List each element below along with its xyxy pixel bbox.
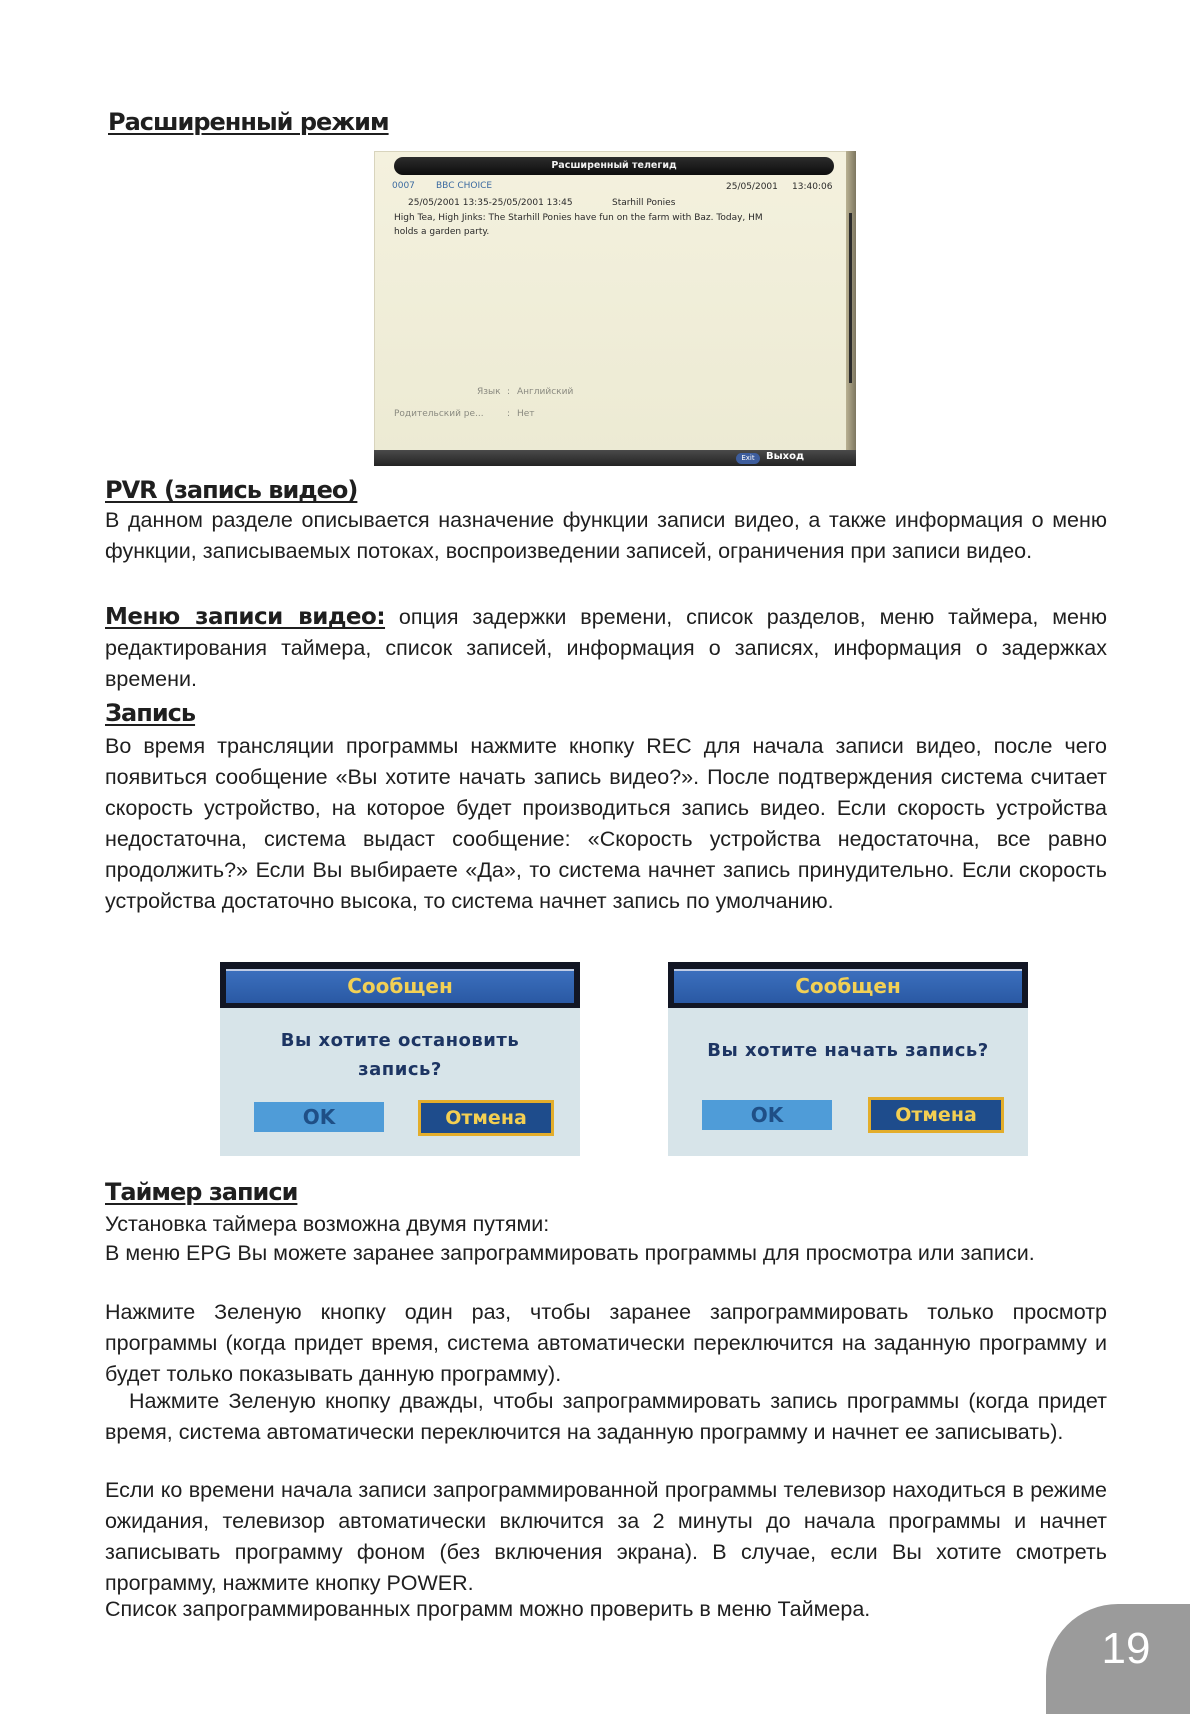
epg-language-value: Английский (517, 387, 574, 397)
section-heading-pvr: PVR (запись видео) (105, 476, 358, 504)
ok-button[interactable]: OK (702, 1100, 832, 1130)
dialog-title: Сообщен (674, 969, 1022, 1003)
epg-channel-name: BBC CHOICE (436, 181, 493, 191)
page-number: 19 (1101, 1624, 1151, 1673)
epg-parental-label: Родительский ре... (394, 409, 484, 419)
ok-button[interactable]: OK (254, 1102, 384, 1132)
timer-paragraph-2: В меню EPG Вы можете заранее запрограммировать программы для просмотра или записи. (105, 1241, 1035, 1265)
exit-button[interactable]: Exit (736, 453, 760, 464)
epg-description-line-1: High Tea, High Jinks: The Starhill Ponies have fun on the farm with Baz. Today, HM (394, 213, 763, 223)
recording-menu-paragraph (105, 602, 1107, 695)
start-recording-dialog (668, 962, 1028, 1156)
timer-paragraph-5: Если ко времени начала записи запрограммированной программы телевизор находиться в режиме ожидания, телевизор автоматически включится за 2 минуты до начала программы и начнет записывать программу фоном (без включения экрана). В случае, если Вы хотите смотреть программу, нажмите кнопку POWER. (105, 1478, 1107, 1595)
cancel-button[interactable]: Отмена (418, 1100, 554, 1136)
dialog-title: Сообщен (226, 969, 574, 1003)
recording-description: Во время трансляции программы нажмите кнопку REC для начала записи видео, после чего появиться сообщение «Вы хотите начать запись видео?». После подтверждения система считает скорость устройство, на которое будет производиться запись видео. Если скорость устройства недостаточна, система выдаст сообщение: «Скорость устройства недостаточна, все равно продолжить?» Если Вы выбираете «Да», то система начнет запись принудительно. Если скорость устройства достаточно высока, то система начнет запись по умолчанию. (105, 734, 1107, 913)
section-heading-recording: Запись (105, 699, 196, 727)
dialog-message-line-1: Вы хотите остановить (280, 1030, 520, 1051)
epg-language-label: Язык (477, 387, 501, 397)
epg-description-line-2: holds a garden party. (394, 227, 490, 237)
exit-label: Выход (766, 451, 805, 462)
timer-paragraph-4: Нажмите Зеленую кнопку дважды, чтобы запрограммировать запись программы (когда придет время, система автоматически переключится на заданную программу и начнет ее записывать). (105, 1389, 1107, 1444)
dialog-message-line-2: запись? (358, 1059, 442, 1080)
epg-channel-number: 0007 (392, 181, 415, 191)
section-heading-advanced-mode: Расширенный режим (108, 108, 389, 136)
dialog-title-bar (220, 962, 580, 1008)
recording-menu-text: опция задержки времени, список разделов, меню таймера, меню редактирования таймера, список записей, информация о записях, информация о задержках времени. (105, 605, 1107, 691)
pvr-description: В данном разделе описывается назначение функции записи видео, а также информация о меню функции, записываемых потоках, воспроизведении записей, ограничения при записи видео. (105, 508, 1107, 563)
epg-program-name: Starhill Ponies (612, 198, 676, 208)
epg-date: 25/05/2001 (726, 182, 778, 192)
epg-time: 13:40:06 (792, 182, 833, 192)
timer-paragraph-3: Нажмите Зеленую кнопку один раз, чтобы заранее запрограммировать только просмотр программы (когда придет время, система автоматически переключится на заданную программу и будет только показывать данную программу). (105, 1300, 1107, 1386)
dialog-message: Вы хотите начать запись? (707, 1040, 989, 1061)
epg-bottom-bar (374, 450, 856, 466)
epg-title-bar: Расширенный телегид (394, 157, 834, 175)
dialog-title-bar (668, 962, 1028, 1008)
epg-scrollbar[interactable] (849, 213, 852, 383)
epg-program-time: 25/05/2001 13:35-25/05/2001 13:45 (408, 198, 573, 208)
section-heading-timer: Таймер записи (105, 1178, 298, 1206)
stop-recording-dialog (220, 962, 580, 1156)
cancel-button[interactable]: Отмена (868, 1097, 1004, 1133)
epg-screenshot: Расширенный телегид 0007 BBC CHOICE 25/05/2001 13:40:06 25/05/2001 13:35-25/05/2001 13:45 Starhill Ponies High Tea, High Jinks: The Starhill Ponies have fun on the farm with Baz. Today, HM holds a garden party. Язык : Английский Родительский ре... : Нет Exit Выход (374, 151, 856, 466)
epg-parental-value: Нет (517, 409, 535, 419)
timer-paragraph-1: Установка таймера возможна двумя путями: (105, 1212, 550, 1236)
timer-paragraph-6: Список запрограммированных программ можно проверить в меню Таймера. (105, 1597, 871, 1621)
recording-menu-heading: Меню записи видео: (105, 604, 386, 630)
